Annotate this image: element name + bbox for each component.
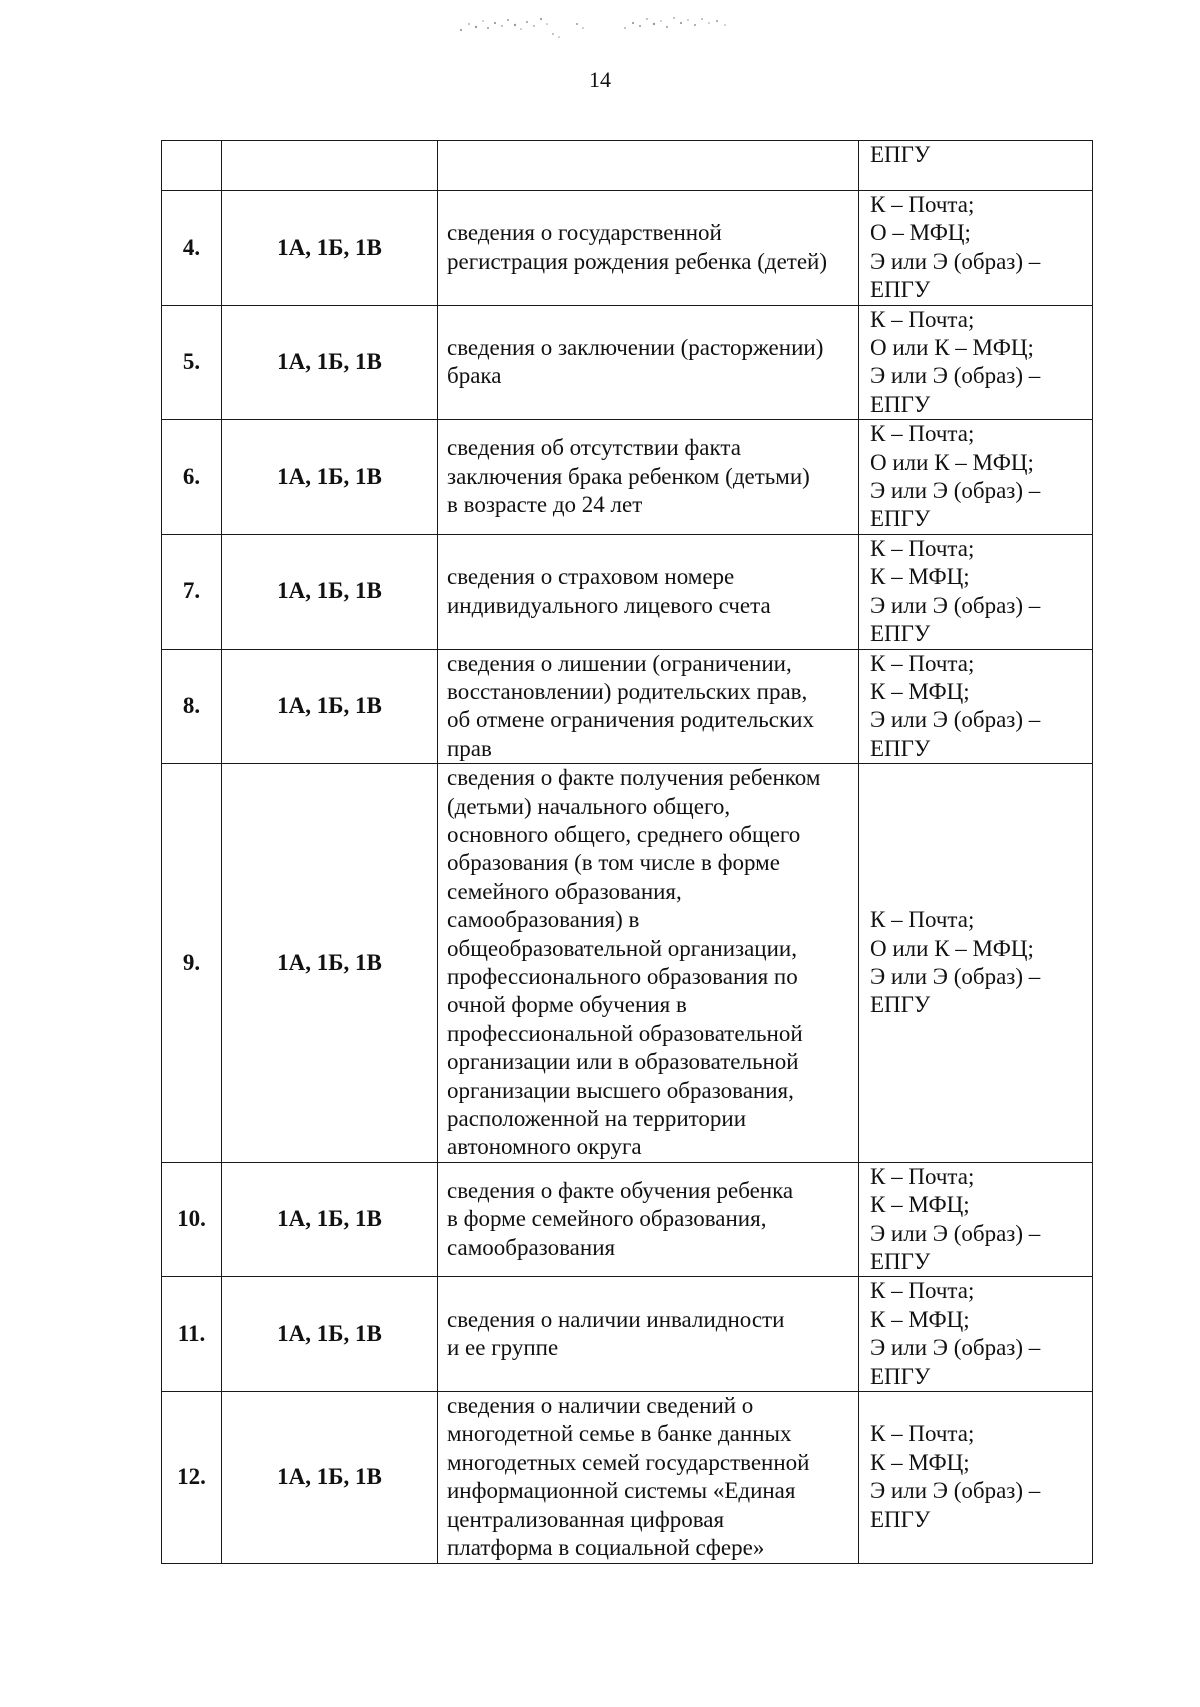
method-line: ЕПГУ (870, 621, 931, 647)
info-line: и ее группе (447, 1335, 559, 1361)
info-line: сведения о государственной (447, 220, 722, 246)
info-cell (438, 649, 859, 764)
method-line: К – Почта; (870, 1421, 975, 1447)
info-line: семейного образования, (447, 878, 682, 904)
info-line: сведения о заключении (расторжении) (447, 335, 824, 361)
row-number-cell: 7. (162, 534, 222, 649)
method-cell (859, 534, 1093, 649)
method-line: Э или Э (образ) – (870, 707, 1041, 733)
method-line: ЕПГУ (870, 506, 931, 532)
method-cell (859, 1392, 1093, 1563)
info-line: сведения о лишении (ограничении, (447, 650, 792, 676)
method-line: К – МФЦ; (870, 678, 970, 704)
method-line: ЕПГУ (870, 1363, 931, 1389)
info-line: самообразования) в (447, 907, 640, 933)
info-line: очной форме обучения в (447, 992, 687, 1018)
info-cell (438, 191, 859, 306)
method-line: ЕПГУ (870, 277, 931, 303)
info-cell (438, 305, 859, 420)
info-line: восстановлении) родительских прав, (447, 678, 808, 704)
row-number-cell: 11. (162, 1277, 222, 1392)
method-cell (859, 649, 1093, 764)
info-line: профессиональной образовательной (447, 1020, 803, 1046)
info-line: сведения о наличии инвалидности (447, 1306, 785, 1332)
info-line: профессионального образования по (447, 963, 798, 989)
category-cell: 1А, 1Б, 1В (222, 191, 438, 306)
method-line: К – МФЦ; (870, 1306, 970, 1332)
info-line: автономного округа (447, 1134, 642, 1160)
category-cell: 1А, 1Б, 1В (222, 1392, 438, 1563)
info-line: информационной системы «Единая (447, 1478, 796, 1504)
table-row (162, 764, 1093, 1163)
info-cell (438, 420, 859, 535)
method-line: К – Почта; (870, 192, 975, 217)
method-line: К – Почта; (870, 650, 975, 676)
scan-noise-artifact (455, 6, 745, 40)
table-row (162, 1392, 1093, 1563)
method-cell (859, 1162, 1093, 1277)
table-row (162, 191, 1093, 306)
category-cell: 1А, 1Б, 1В (222, 764, 438, 1163)
method-line: ЕПГУ (870, 992, 931, 1018)
category-cell: 1А, 1Б, 1В (222, 1162, 438, 1277)
method-line: Э или Э (образ) – (870, 248, 1041, 274)
info-line: регистрация рождения ребенка (детей) (447, 248, 828, 274)
table-row (162, 1277, 1093, 1392)
method-line: К – Почта; (870, 306, 975, 332)
info-cell (438, 141, 859, 191)
info-line: индивидуального лицевого счета (447, 592, 771, 618)
info-line: в возрасте до 24 лет (447, 492, 643, 518)
method-line: Э или Э (образ) – (870, 1478, 1041, 1504)
table-row-continuation (162, 141, 1093, 191)
info-line: многодетных семей государственной (447, 1449, 810, 1475)
info-line: платформа в социальной сфере» (447, 1535, 765, 1561)
method-line: Э или Э (образ) – (870, 363, 1041, 389)
row-number-cell: 12. (162, 1392, 222, 1563)
method-line: Э или Э (образ) – (870, 478, 1041, 504)
method-line: К – Почта; (870, 535, 975, 561)
info-line: многодетной семье в банке данных (447, 1421, 792, 1447)
info-line: заключения брака ребенком (детьми) (447, 463, 810, 489)
row-number-cell: 9. (162, 764, 222, 1163)
method-line: ЕПГУ (870, 1249, 931, 1275)
info-cell (438, 1277, 859, 1392)
method-line: К – МФЦ; (870, 1192, 970, 1218)
table-row (162, 420, 1093, 535)
info-line: сведения об отсутствии факта (447, 435, 741, 461)
row-number-cell: 5. (162, 305, 222, 420)
method-cell (859, 191, 1093, 306)
row-number-cell: 6. (162, 420, 222, 535)
method-line: О – МФЦ; (870, 220, 971, 246)
info-line: основного общего, среднего общего (447, 821, 801, 847)
info-line: организации высшего образования, (447, 1077, 794, 1103)
info-line: сведения о наличии сведений о (447, 1393, 754, 1419)
info-line: централизованная цифровая (447, 1506, 725, 1532)
category-cell: 1А, 1Б, 1В (222, 534, 438, 649)
info-line: сведения о факте получения ребенком (447, 765, 821, 791)
method-line: Э или Э (образ) – (870, 963, 1041, 989)
info-line: самообразования (447, 1234, 616, 1260)
method-line: К – МФЦ; (870, 1449, 970, 1475)
method-cell (859, 764, 1093, 1163)
method-line: О или К – МФЦ; (870, 449, 1034, 475)
info-line: брака (447, 363, 502, 389)
row-number-cell: 8. (162, 649, 222, 764)
category-cell: 1А, 1Б, 1В (222, 420, 438, 535)
method-line: Э или Э (образ) – (870, 1220, 1041, 1246)
row-number-cell (162, 141, 222, 191)
category-cell (222, 141, 438, 191)
info-line: сведения о факте обучения ребенка (447, 1178, 794, 1204)
info-cell (438, 764, 859, 1163)
method-line: К – Почта; (870, 907, 975, 933)
method-cell (859, 420, 1093, 535)
category-cell: 1А, 1Б, 1В (222, 649, 438, 764)
info-cell (438, 1162, 859, 1277)
method-cell (859, 141, 1093, 191)
method-line: К – Почта; (870, 1163, 975, 1189)
info-cell (438, 534, 859, 649)
info-line: расположенной на территории (447, 1106, 746, 1131)
table-row (162, 649, 1093, 764)
info-line: в форме семейного образования, (447, 1206, 767, 1232)
info-cell (438, 1392, 859, 1563)
info-line: об отмене ограничения родительских (447, 707, 814, 733)
method-line: К – Почта; (870, 1278, 975, 1304)
method-line: К – МФЦ; (870, 564, 970, 590)
method-line: К – Почта; (870, 421, 975, 447)
info-line: организации или в образовательной (447, 1049, 799, 1075)
method-line: О или К – МФЦ; (870, 335, 1034, 361)
documents-table (161, 140, 1093, 1564)
info-line: (детьми) начального общего, (447, 793, 731, 819)
page-number: 14 (589, 67, 611, 92)
table-row (162, 1162, 1093, 1277)
method-line: Э или Э (образ) – (870, 592, 1041, 618)
row-number-cell: 10. (162, 1162, 222, 1277)
info-line: общеобразовательной организации, (447, 935, 797, 961)
table-row (162, 534, 1093, 649)
method-line: ЕПГУ (870, 391, 931, 417)
info-line: образования (в том числе в форме (447, 850, 780, 876)
method-line: О или К – МФЦ; (870, 935, 1034, 961)
info-line: сведения о страховом номере (447, 564, 735, 590)
method-line: ЕПГУ (870, 735, 931, 761)
category-cell: 1А, 1Б, 1В (222, 1277, 438, 1392)
info-line: прав (447, 735, 492, 761)
method-line: ЕПГУ (870, 142, 931, 167)
row-number-cell: 4. (162, 191, 222, 306)
method-line: Э или Э (образ) – (870, 1335, 1041, 1361)
method-cell (859, 305, 1093, 420)
method-line: ЕПГУ (870, 1506, 931, 1532)
method-cell (859, 1277, 1093, 1392)
table-row (162, 305, 1093, 420)
category-cell: 1А, 1Б, 1В (222, 305, 438, 420)
